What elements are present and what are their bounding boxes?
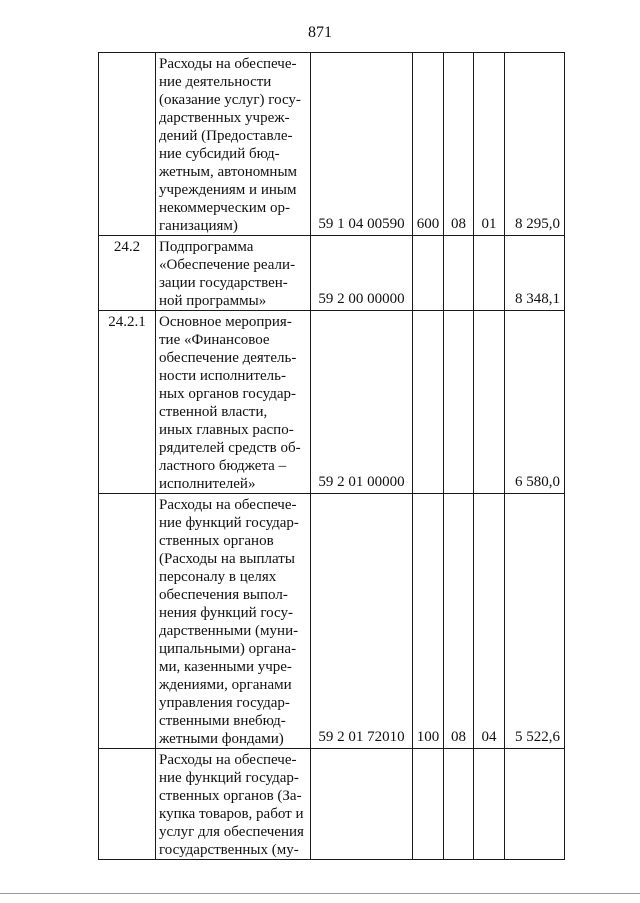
item-name-line: рядителей средств об- — [159, 440, 301, 456]
item-name-line: ственными внебюд- — [159, 713, 286, 729]
item-name-line: (оказание услуг) госу- — [159, 92, 301, 108]
item-name-line: ципальными) органа- — [159, 641, 297, 657]
item-name-line: ственных органов (За- — [159, 788, 302, 804]
item-name-line: ственной власти, — [159, 404, 268, 420]
item-name-line: ной программы» — [159, 293, 267, 309]
item-name-line: дений (Предоставле- — [159, 128, 293, 144]
item-name-line: персоналу в целях — [159, 569, 277, 585]
item-name-line: Расходы на обеспече- — [159, 752, 297, 768]
item-name-line: обеспечения выпол- — [159, 587, 288, 603]
item-name-line: управления государ- — [159, 695, 290, 711]
item-name-line: обеспечение деятель- — [159, 350, 297, 366]
item-name-line: Основное мероприя- — [159, 314, 292, 330]
expense-type-cell: 600 — [413, 53, 444, 236]
item-name-line: ние субсидий бюд- — [159, 146, 280, 162]
item-name-line: ние функций государ- — [159, 515, 299, 531]
item-name-line: нения функций госу- — [159, 605, 293, 621]
table-row — [99, 311, 565, 494]
item-name-line: услуг для обеспечения — [159, 824, 304, 840]
item-name-line: ние функций государ- — [159, 770, 299, 786]
expense-type-cell: 100 — [413, 494, 444, 749]
section-cell — [444, 749, 474, 860]
section-cell: 08 — [444, 53, 474, 236]
item-name-line: жетным, автономным — [159, 164, 298, 180]
expense-type-cell — [413, 311, 444, 494]
item-name-line: учреждениям и иным — [159, 182, 297, 198]
item-name-line: некоммерческим ор- — [159, 200, 290, 216]
item-name-line: ждениями, органами — [159, 677, 292, 693]
amount-cell: 6 580,0 — [505, 311, 565, 494]
item-name-line: купка товаров, работ и — [159, 806, 304, 822]
item-name-line: ластного бюджета – — [159, 458, 287, 474]
table-row — [99, 53, 565, 236]
item-name-cell — [156, 53, 311, 236]
section-cell — [444, 311, 474, 494]
item-name-line: Расходы на обеспече- — [159, 497, 297, 513]
item-name-line: ных органов государ- — [159, 386, 296, 402]
item-name-line: ности исполнитель- — [159, 368, 286, 384]
table-row — [99, 749, 565, 860]
target-article-code-cell: 59 2 00 00000 — [311, 236, 413, 311]
item-name-cell — [156, 236, 311, 311]
table-body — [99, 53, 565, 860]
target-article-code-cell: 59 1 04 00590 — [311, 53, 413, 236]
item-name-line: тие «Финансовое — [159, 332, 270, 348]
item-name-cell — [156, 749, 311, 860]
item-name-line: (Расходы на выплаты — [159, 551, 295, 567]
scan-bottom-edge — [0, 893, 640, 894]
row-number-cell — [99, 53, 156, 236]
item-name-line: Расходы на обеспече- — [159, 56, 297, 72]
row-number-cell: 24.2 — [99, 236, 156, 311]
item-name-line: исполнителей» — [159, 476, 256, 492]
item-name-line: «Обеспечение реали- — [159, 257, 296, 273]
amount-cell — [505, 749, 565, 860]
item-name-line: дарственными (муни- — [159, 623, 299, 639]
amount-cell: 8 295,0 — [505, 53, 565, 236]
section-cell: 08 — [444, 494, 474, 749]
item-name-line: ственных органов — [159, 533, 274, 549]
subsection-cell — [474, 749, 505, 860]
row-number-cell — [99, 749, 156, 860]
amount-cell: 8 348,1 — [505, 236, 565, 311]
item-name-line: дарственных учреж- — [159, 110, 290, 126]
item-name-line: жетными фондами) — [159, 731, 284, 747]
row-number-cell: 24.2.1 — [99, 311, 156, 494]
item-name-line: государственных (му- — [159, 842, 299, 858]
item-name-cell — [156, 494, 311, 749]
subsection-cell — [474, 236, 505, 311]
item-name-cell — [156, 311, 311, 494]
item-name-line: ние деятельности — [159, 74, 272, 90]
section-cell — [444, 236, 474, 311]
expense-type-cell — [413, 236, 444, 311]
item-name-line: иных главных распо- — [159, 422, 294, 438]
target-article-code-cell — [311, 749, 413, 860]
subsection-cell: 01 — [474, 53, 505, 236]
target-article-code-cell: 59 2 01 72010 — [311, 494, 413, 749]
item-name-line: ганизациям) — [159, 218, 238, 234]
amount-cell: 5 522,6 — [505, 494, 565, 749]
item-name-line: зации государствен- — [159, 275, 288, 291]
budget-table — [98, 52, 565, 860]
subsection-cell — [474, 311, 505, 494]
table-row — [99, 494, 565, 749]
item-name-line: ми, казенными учре- — [159, 659, 292, 675]
expense-type-cell — [413, 749, 444, 860]
item-name-line: Подпрограмма — [159, 239, 254, 255]
target-article-code-cell: 59 2 01 00000 — [311, 311, 413, 494]
page-number: 871 — [308, 24, 332, 41]
row-number-cell — [99, 494, 156, 749]
table-row — [99, 236, 565, 311]
subsection-cell: 04 — [474, 494, 505, 749]
